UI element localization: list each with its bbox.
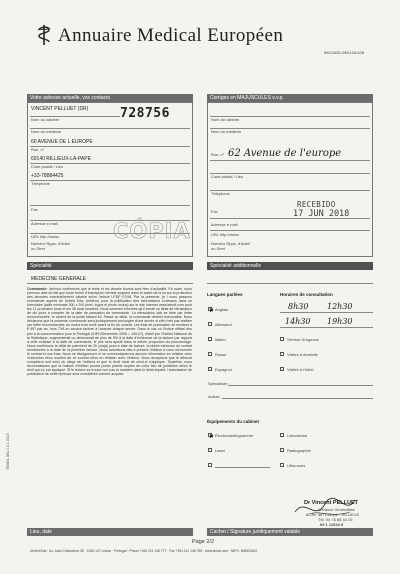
language-anglais: Anglais [215, 307, 229, 312]
stamp-phone: Tél. 04 78 88 44 25 [318, 517, 353, 522]
other-label: Autres [208, 394, 220, 399]
hours-afternoon-start: 14h30 [285, 317, 311, 326]
doctor-name-label: Nom du médecin [31, 129, 62, 134]
hours-afternoon-end: 19h30 [327, 317, 353, 326]
right-form-header: Corrigez en MAJUSCULES s.v.p. [207, 94, 373, 102]
language-espagnol: Espagnol [215, 367, 232, 372]
checkbox-blank[interactable] [208, 463, 212, 467]
right-email-label: Adresse e-mail [211, 222, 238, 227]
city-label: Code postal / Lieu [31, 164, 64, 169]
right-url-label: URL http://www. [211, 232, 240, 237]
equipment-header: Équipements du cabinet [207, 419, 260, 424]
caduceus-icon [36, 24, 52, 46]
reference-code: 5002/625-095/100/108 [323, 50, 364, 55]
copia-watermark: CÓPIA [113, 219, 191, 243]
email-label: Adresse e-mail [31, 221, 58, 226]
specialty-header: Spécialité [27, 262, 193, 270]
place-date-bar: Lieu, date [27, 528, 193, 536]
stamp-address: 60 Av. de l'Europe - RILLIEUX [306, 512, 360, 517]
option-hotel: Visites à l'hôtel [287, 367, 314, 372]
checkbox-anglais[interactable] [208, 307, 212, 311]
equipment-laboratoire: Laboratoire [287, 433, 308, 438]
right-phone-label: Téléphone [211, 191, 230, 196]
option-urgence: Service d'urgence [287, 337, 319, 342]
right-city-label: Code postal / Lieu [211, 174, 244, 179]
street-label: Rue, n° [31, 147, 45, 152]
url-label: URL http://www. [31, 234, 60, 239]
brand-title: Annuaire Medical Européen [58, 25, 284, 46]
equipment-ecg: Électrocardiogramme [215, 433, 254, 438]
footer-address: United Eda · Av. João Crisóstomo 38 · 1050-127 Lisbon · Portugal · Phone +351 211 148 777 · Fax +351 211 148 758 · www.temdl.com · NIPC: 508829402 [30, 549, 258, 553]
signature-bar: Cachet / Signature juridiquement valable [207, 528, 373, 536]
languages-header: Langues parlées [207, 292, 243, 297]
right-doctor-name-label: Nom du médecin [211, 129, 242, 134]
phone-label: Téléphone [31, 181, 50, 186]
order-terms-text: Commande: Je/nous confirmons que le texte et les visuels fournis sont bien d'actualité. En outre, nous prenons acte du fait que toute forme d'inscription n'existe toujours dans le cadre de la loi sur la protection des données éventuellement valable selon l'article LPDP 07/98. Par la présente, je / nous passons commande auprès de United Eda. (éditeur) pour la publication des informations ci-dessus dans ce formulaire (taille minimale 300 x 200 pixel, logos et photo inclus) sur le site Internet www.temdl.com pour les 12 prochains mois et les 36 mois suivants. Nous sommes informés qu'il existe un délai de rétractation de dix jours à compter de la date de passation de commande. La rétractation doit se faire par lettre recommandée, le cachet de la poste faisant foi. Passé ce délai, la commande devient irrévocable. Nous déclarons que la présente commande sera juridiquement prolongée d'une année si elle n'est pas résiliée par lettre recommandée au moins trois mois avant la fin du contrat. Les frais de publication se montent à € 997 par an, hors TVA en service facturé à l'avance chaque année. Dans le cas où l'Indice officiel des prix à la consommation pour le Portugal (IHPC/Décembre 2006 = 100,07), établi par l'Institut National de la Statistique, augmenterait ou diminuerait de plus de 5% à la date d'échéance de la facture par rapport à celle existant à la date de commande, le prix sera ajusté dans la même proportion du pourcentage. Nous confirmons le délai de paiement de 20 (vingt) jours à date de facture, la durée minimum du contrat mentionnée à la date de la première facture. Nous autorisons dès à présent l'éditeur à nous renouveler le contrat et nos frais. Nous ne divulguerons ni ne communiquerons aucune information en relation avec l'exécution et/ou soutien de ce contrat et/ou en relation avec l'éditeur. Nous acceptons que le tribunal compétent soit celui du siège de l'éditeur et que le droit local de celui-ci s'applique. Toutefois, nous reconnaissons que la maison d'édition pourra porter plainte auprès de notre lieu de juridiction selon le droit qui s'y est appliqué. Si le lecteur se trouve non pas la manière dans le délai imparti, l'autorisation de publication de cette épreuve sera considérée comme acquise. [27, 287, 192, 376]
checkbox-hotel[interactable] [280, 367, 284, 371]
checkbox-urgence[interactable] [280, 337, 284, 341]
street-value: 60 AVENUE DE L EUROPE [31, 139, 93, 145]
city-value: 69140 RILLIEUX-LA-PAPE [31, 156, 91, 162]
checkbox-radiographie[interactable] [280, 448, 284, 452]
phone-value: +33-78884425 [31, 173, 64, 179]
language-italien: Italien [215, 337, 226, 342]
cabinet-name-label: Nom du cabinet [31, 117, 60, 122]
language-allemand: Allemand [215, 322, 232, 327]
right-street-label: Rue, n° [211, 152, 225, 157]
checkbox-domicile[interactable] [280, 352, 284, 356]
checkbox-espagnol[interactable] [208, 367, 212, 371]
checkbox-allemand[interactable] [208, 322, 212, 326]
checkbox-laser[interactable] [208, 448, 212, 452]
stamp-doctor-name: Dr Vincent PELLUET [304, 500, 358, 506]
specialty-value: MEDECINE GENERALE [31, 276, 87, 282]
checkbox-laboratoire[interactable] [280, 433, 284, 437]
option-domicile: Visites à domicile [287, 352, 318, 357]
received-stamp: RECEBIDO [297, 200, 336, 209]
checkbox-ultrasons[interactable] [280, 463, 284, 467]
right-rpps-label: Numéro Rpps, d'Adeli ou Siret [211, 241, 250, 251]
checkbox-italien[interactable] [208, 337, 212, 341]
right-fax-label: Fax [211, 209, 218, 214]
language-russe: Russe [215, 352, 227, 357]
right-cabinet-name-label: Nom du cabinet [211, 117, 240, 122]
equipment-laser: Laser [215, 448, 226, 453]
checkbox-ecg[interactable] [208, 433, 212, 437]
checkbox-russe[interactable] [208, 352, 212, 356]
rpps-label: Numéro Rpps, d'Adeli ou Siret [31, 241, 70, 251]
hours-morning-end: 12h30 [327, 302, 353, 311]
cabinet-name-value: VINCENT PELLUET (DR) [31, 106, 89, 112]
equipment-ultrasons: Ultra-sons [287, 463, 306, 468]
side-code: TEMDL 0ELI 10-1 0316 [6, 433, 10, 470]
additional-specialty-header: Spécialité additionnelle [207, 262, 373, 270]
handwritten-street: 62 Avenue de l'europe [228, 148, 342, 159]
page-number: Page 2/2 [192, 539, 215, 545]
client-code: 728756 [120, 106, 170, 121]
stamp-id: 69 1 11044 9 [320, 522, 344, 527]
stamp-doctor-title: Médecin Généraliste [318, 507, 355, 512]
specialist-label: Spécialiste : [208, 381, 230, 386]
left-form-header: Votre adresse actuelle, vos contacts [27, 94, 193, 102]
equipment-radiographie: Radiographie [287, 448, 311, 453]
hours-header: Horaires de consultation [280, 292, 333, 297]
fax-label: Fax [31, 207, 38, 212]
received-date-stamp: 17 JUN 2018 [293, 209, 350, 219]
hours-morning-start: 8h30 [288, 302, 309, 311]
